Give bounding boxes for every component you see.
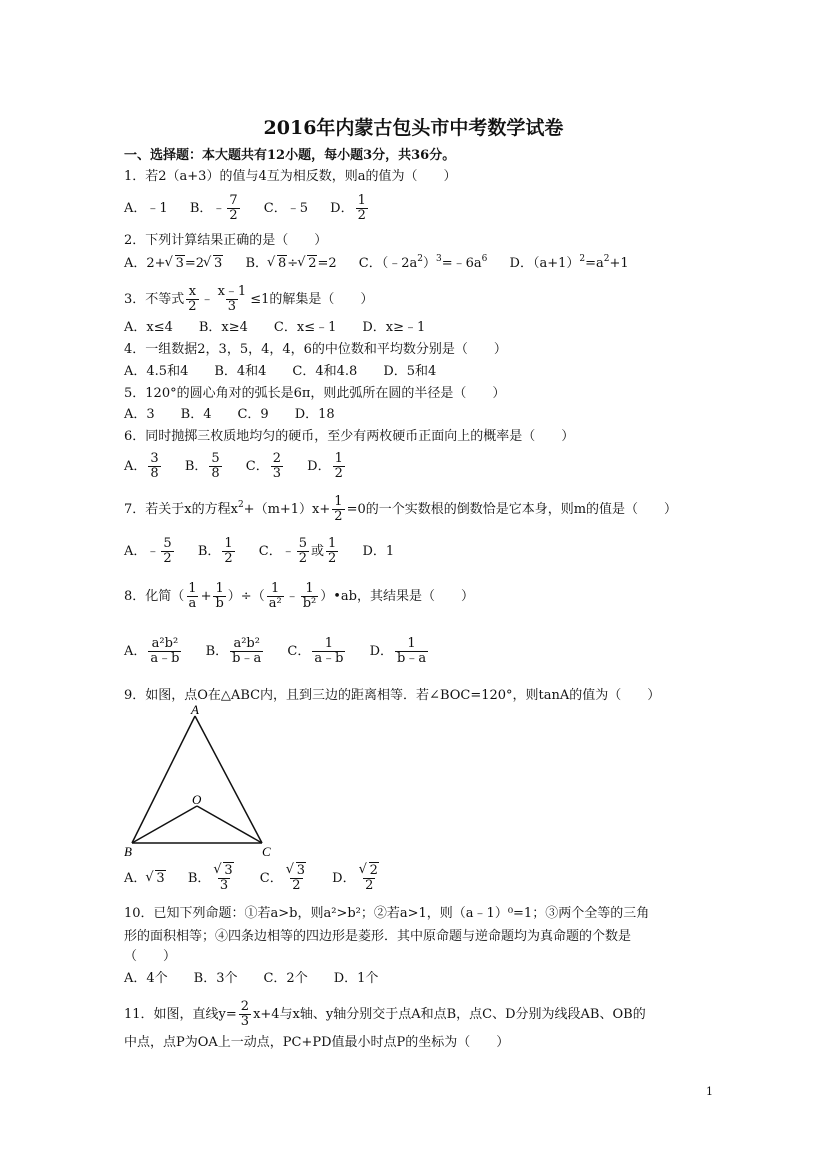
question-6-stem: 6．同时抛掷三枚质地均匀的硬币，至少有两枚硬币正面向上的概率是（ ） [124, 429, 575, 444]
question-10-options: A．4个 B．3个 C．2个 D．1个 [124, 971, 379, 986]
fraction: $\frac{1}{a﹣b}$ [314, 636, 344, 666]
question-1-options [124, 194, 370, 223]
fraction: $\frac{1}{b}$ [215, 581, 224, 611]
side-ab [132, 716, 195, 843]
question-3-options: A．x≤4 B．x≥4 C．x≤﹣1 D．x≥﹣1 [124, 320, 426, 335]
triangle-figure [122, 704, 282, 859]
sqrt: √ 8 [268, 255, 287, 273]
label-c: C [262, 844, 271, 859]
fraction: √ $\frac{3}{3}$ [212, 864, 235, 893]
sqrt: √ 3 [204, 255, 223, 273]
sqrt: √ 2 [298, 255, 317, 273]
option-b: B． [245, 256, 268, 271]
question-11-stem: 11．如图，直线y= $\frac{2}{3}$ x+4与x轴、y轴分别交于点A和点B，点C、D分别为线段AB、OB的 [124, 999, 646, 1029]
fraction: $\frac{1}{\text{a²}}$ [268, 581, 282, 611]
fraction: $\frac{1}{a}$ [188, 581, 197, 611]
question-3-stem: 3．不等式 $\frac{x}{2}$ ﹣ $\frac{x﹣1}{3}$ ≤1的解集是（ ） [124, 284, 374, 314]
fraction: $\frac{7}{2}$ [229, 193, 238, 223]
fraction: $\frac{3}{8}$ [150, 451, 159, 481]
fraction: $\frac{5}{2}$ [163, 536, 172, 566]
page-number: 1 [706, 1085, 713, 1098]
question-5-options: A．3 B．4 C．9 D．18 [124, 407, 335, 422]
fraction: $\frac{\text{a²b²}}{a﹣b}$ [150, 636, 180, 666]
question-11-line-2: 中点，点P为OA上一动点，PC+PD值最小时点P的坐标为（ ） [124, 1035, 510, 1050]
label-a: A [191, 704, 199, 717]
fraction: $\frac{2}{3}$ [240, 999, 250, 1029]
text: 3．不等式 [124, 292, 185, 307]
fraction: $\frac{1}{2}$ [328, 536, 337, 566]
option-b-label: B．﹣ [189, 201, 226, 216]
fraction: $\frac{x}{2}$ [188, 284, 197, 314]
question-10-line-1: 10．已知下列命题：①若a>b，则a²>b²；②若a>1，则（a﹣1）⁰=1；③两个全等的三角 [124, 906, 650, 921]
label-b: B [124, 844, 132, 859]
fraction: $\frac{1}{2}$ [334, 451, 343, 481]
text: ≤1的解集是（ ） [250, 292, 374, 307]
question-4-options: A．4.5和4 B．4和4 C．4和4.8 D．5和4 [124, 364, 437, 379]
fraction: $\frac{1}{2}$ [334, 494, 343, 524]
fraction: $\frac{1}{b﹣a}$ [397, 636, 427, 666]
question-1-stem: 1．若2（a+3）的值与4互为相反数，则a的值为（ ） [124, 169, 457, 184]
fraction: $\frac{x﹣1}{3}$ [217, 284, 247, 314]
option-d: D．（a+1） [509, 256, 580, 271]
text: ÷ [287, 256, 299, 271]
fraction: $\frac{2}{3}$ [272, 451, 282, 481]
option-c: C．﹣5 [263, 201, 309, 216]
option-a: A．﹣1 [124, 201, 168, 216]
text: =2 [317, 256, 337, 271]
fraction: $\frac{5}{2}$ [298, 536, 308, 566]
fraction: $\frac{1}{2}$ [224, 536, 233, 566]
fraction: $\frac{1}{\text{b²}}$ [302, 581, 317, 611]
question-9-stem: 9．如图，点O在△ABC内，且到三边的距离相等．若∠BOC=120°，则tanA的值为（ ） [124, 688, 661, 703]
question-9-options: A．√ 3 B． √ $\frac{3}{3}$ C． √ $\frac{3}{2}$ D． √ $\frac{2}{2}$ [124, 864, 383, 893]
fraction: $\frac{1}{2}$ [357, 193, 366, 223]
question-2-stem: 2．下列计算结果正确的是（ ） [124, 233, 328, 248]
fraction: √ $\frac{2}{2}$ [358, 864, 381, 893]
sqrt: √ 3 [166, 255, 185, 273]
option-d-label: D． [330, 201, 354, 216]
page-title: 2016年内蒙古包头市中考数学试卷 [263, 117, 564, 139]
question-10-line-3: （ ） [124, 949, 177, 964]
question-4-stem: 4．一组数据2，3，5，4，4，6的中位数和平均数分别是（ ） [124, 342, 507, 357]
option-a: A．2+ [124, 256, 166, 271]
question-6-options: A． $\frac{3}{8}$ B． $\frac{5}{8}$ C． $\frac{2}{3}$ D． $\frac{1}{2}$ [124, 451, 343, 481]
question-7-stem: 7．若关于x的方程$x^2+(m+1)x+$ $\frac{1}{2}$ =0的一个实数根的倒数恰是它本身，则m的值是（ ） [124, 494, 678, 524]
section-heading: 一、选择题：本大题共有12小题，每小题3分，共36分。 [124, 148, 456, 163]
question-2-options: A．2+√ 3=2√ 3 B．√ 8÷√ 2=2 C．$(﹣2a^2)^3=﹣6a^6$ D．$(a+1)^2=a^2+1$ [124, 255, 629, 273]
option-c: C．（﹣2a [358, 256, 418, 271]
question-8-options: A． $\frac{\text{a²b²}}{a﹣b}$ B． $\frac{\text{a²b²}}{b﹣a}$ C． $\frac{1}{a﹣b}$ D． $\frac{1}{b﹣a}$ [124, 636, 427, 666]
question-5-stem: 5．120°的圆心角对的弧长是6π，则此弧所在圆的半径是（ ） [124, 386, 506, 401]
question-8-stem: 8．化简（ $\frac{1}{a}$ + $\frac{1}{b}$ ）÷（ $\frac{1}{\text{a²}}$ ﹣ $\frac{1}{\text{b²}}$ ）•ab，其结果是（ ） [124, 581, 474, 611]
fraction: $\frac{\text{a²b²}}{b﹣a}$ [232, 636, 262, 666]
question-7-options: A．﹣ $\frac{5}{2}$ B． $\frac{1}{2}$ C．﹣ $\frac{5}{2}$ 或 $\frac{1}{2}$ D．1 [124, 536, 395, 566]
label-o: O [192, 792, 202, 807]
question-10-line-2: 形的面积相等；④四条边相等的四边形是菱形．其中原命题与逆命题均为真命题的个数是 [124, 929, 632, 944]
text: =2 [184, 256, 205, 271]
fraction: √ $\frac{3}{2}$ [285, 864, 308, 893]
fraction: $\frac{5}{8}$ [211, 451, 220, 481]
sqrt: √ 3 [146, 870, 165, 888]
